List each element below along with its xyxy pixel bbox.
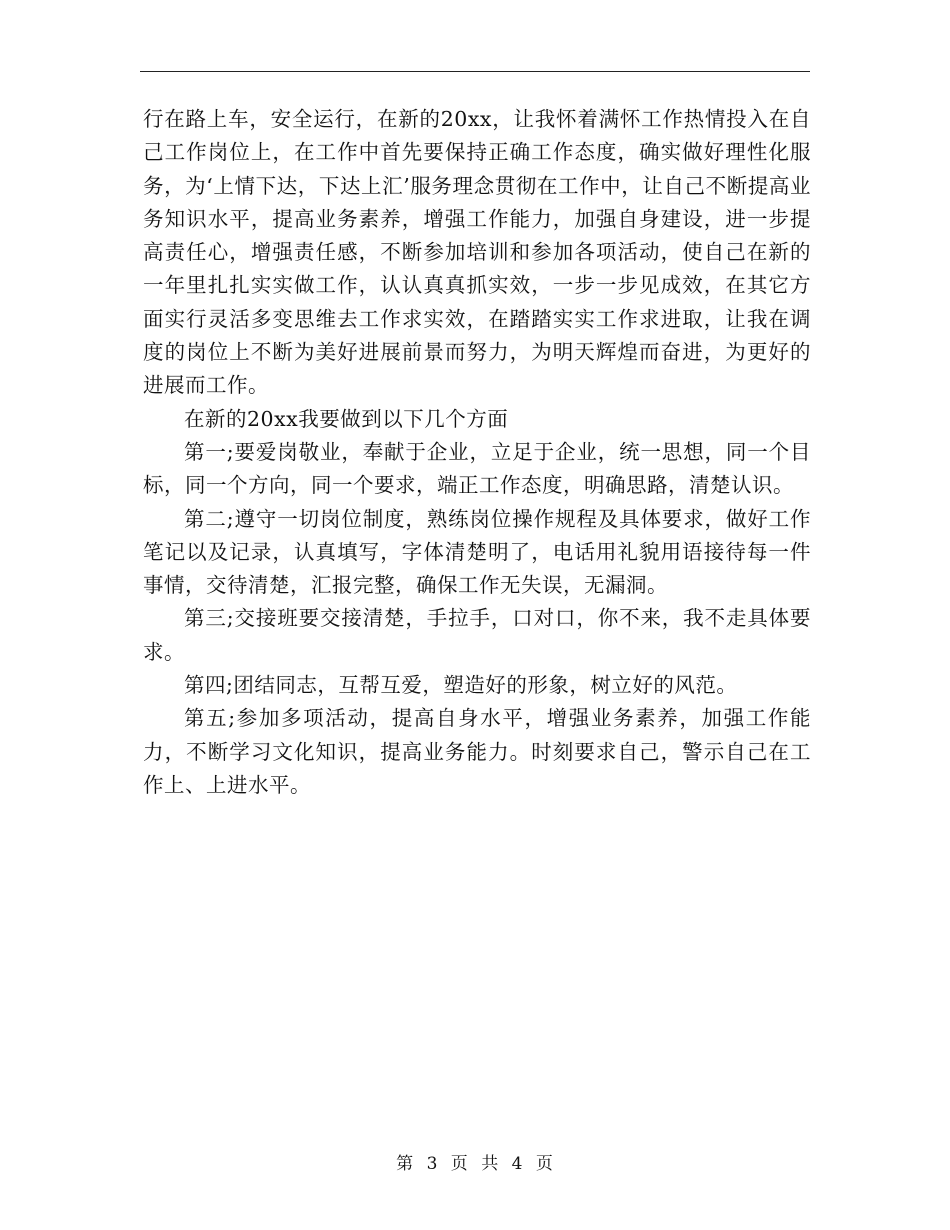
paragraph-item-3: 第三;交接班要交接清楚，手拉手，口对口，你不来，我不走具体要求。 [143,606,811,664]
header-rule [140,71,810,72]
paragraph-item-4: 第四;团结同志，互帮互爱，塑造好的形象，树立好的风范。 [184,673,738,698]
page-number-footer: 第 3 页 共 4 页 [396,1154,554,1174]
paragraph-item-5: 第五;参加多项活动，提高自身水平，增强业务素养，加强工作能力，不断学习文化知识，提高业务能力。时刻要求自己，警示自己在工作上、上进水平。 [143,706,811,797]
paragraph-intro: 在新的20xx我要做到以下几个方面 [184,406,509,431]
paragraph-item-2: 第二;遵守一切岗位制度，熟练岗位操作规程及具体要求，做好工作笔记以及记录，认真填写，字体清楚明了，电话用礼貌用语接待每一件事情，交待清楚，汇报完整，确保工作无失误，无漏洞。 [143,506,811,598]
paragraph-continuation: 行在路上车，安全运行，在新的20xx，让我怀着满怀工作热情投入在自己工作岗位上，在工作中首先要保持正确工作态度，确实做好理性化服务，为‘上情下达，下达上汇’服务理念贯彻在工作中，让自己不断提高业务知识水平，提高业务素养，增强工作能力，加强自身建设，进一步提高责任心，增强责任感，不断参加培训和参加各项活动，使自己在新的一年里扎扎实实做工作，认认真真抓实效，一步一步见成效，在其它方面实行灵活多变思维去工作求实效，在踏踏实实工作求进取，让我在调度的岗位上不断为美好进展前景而努力，为明天辉煌而奋进，为更好的进展而工作。 [143,107,811,398]
paragraph-item-1: 第一;要爱岗敬业，奉献于企业，立足于企业，统一思想，同一个目标，同一个方向，同一个要求，端正工作态度，明确思路，清楚认识。 [143,439,811,498]
document-body [143,103,811,802]
